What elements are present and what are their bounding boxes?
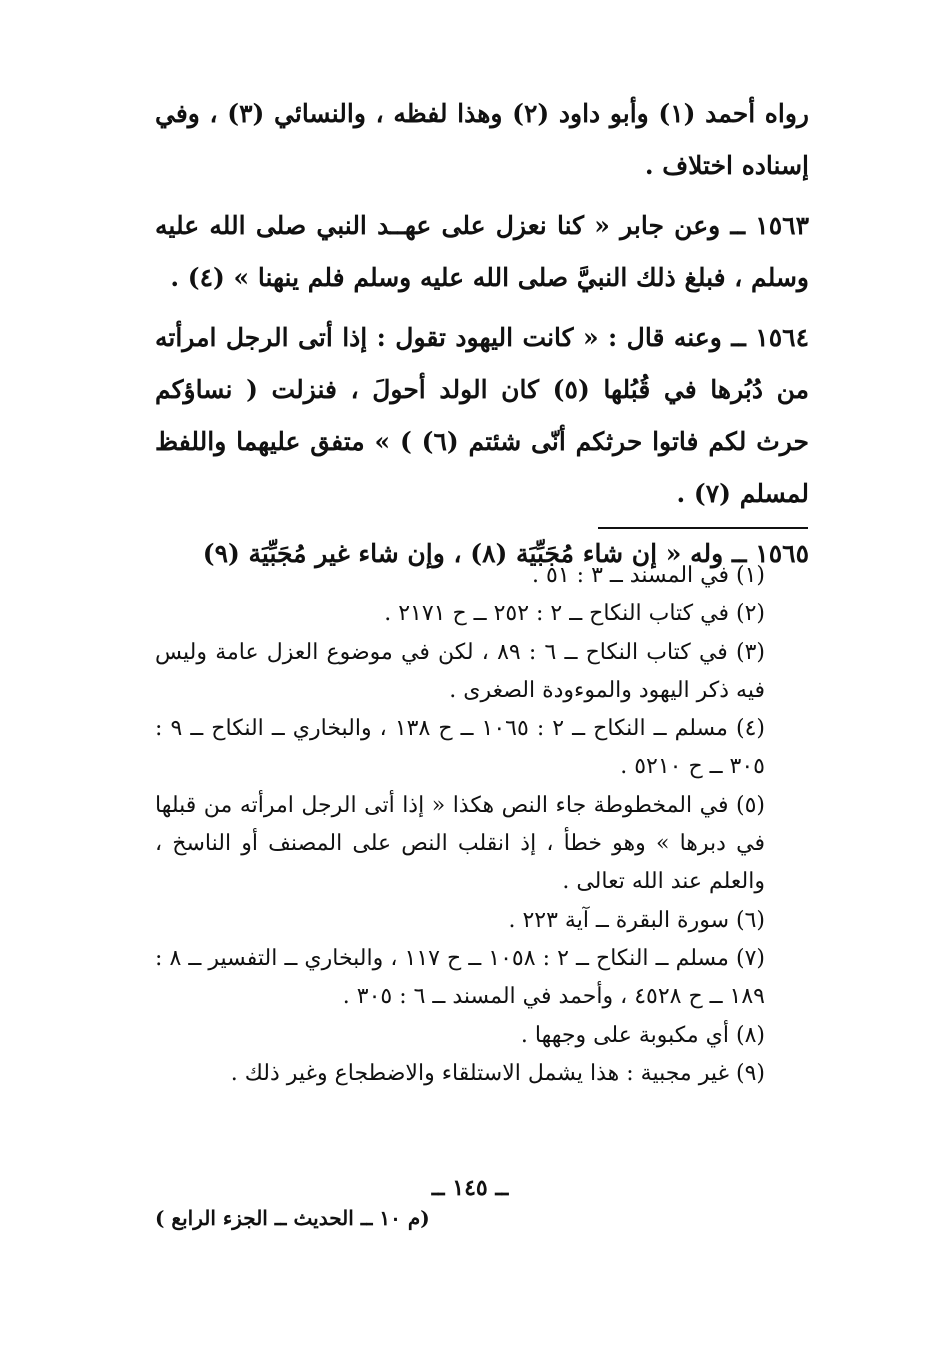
footnote-4: (٤) مسلم ــ النكاح ــ ٢ : ١٠٦٥ ــ ح ١٣٨ ، والبخاري ــ النكاح ــ ٩ : ٣٠٥ ــ ح ٥٢١٠ . bbox=[155, 716, 765, 780]
paragraph-narration: رواه أحمد (١) وأبو داود (٢) وهذا لفظه ، والنسائي (٣) ، وفي إسناده اختلاف . bbox=[155, 99, 809, 180]
footnote-7: (٧) مسلم ــ النكاح ــ ٢ : ١٠٥٨ ــ ح ١١٧ ، والبخاري ــ التفسير ــ ٨ : ١٨٩ ــ ح ٤٥٢٨ ، وأحمد في المسند ــ ٦ : ٣٠٥ . bbox=[155, 945, 765, 1010]
footnote-6: (٦) سورة البقرة ــ آية ٢٢٣ . bbox=[508, 907, 765, 933]
hadith-1565: ١٥٦٥ ــ وله « إن شاء مُجَبِّيَة (٨) ، وإن شاء غير مُجَبِّيَة (٩) bbox=[202, 539, 809, 568]
hadith-1563: ١٥٦٣ ــ وعن جابر « كنا نعزل على عهــد النبي صلى الله عليه وسلم ، فبلغ ذلك النبيَّ صلى الله عليه وسلم فلم ينهنا » (٤) . bbox=[155, 211, 809, 292]
printer-signature: (م ١٠ ــ الحديث ــ الجزء الرابع ) bbox=[155, 1206, 430, 1230]
footnote-1: (١) في المسند ــ ٣ : ٥١ . bbox=[532, 563, 765, 588]
hadith-1564: ١٥٦٤ ــ وعنه قال : « كانت اليهود تقول : إذا أتى الرجل امرأته من دُبُرها في قُبُلها (٥) كان الولد أحولَ ، فنزلت ( نساؤكم حرث لكم فاتوا حرثكم أنّى شئتم (٦) ) » متفق عليهما واللفظ لمسلم (٧) . bbox=[155, 323, 810, 508]
footnote-5: (٥) في المخطوطة جاء النص هكذا « إذا أتى الرجل امرأته من قبلها في دبرها » وهو خطأ ، إذ انقلب النص على المصنف أو الناسخ ، والعلم عند الله تعالى . bbox=[155, 792, 765, 895]
footnote-separator bbox=[598, 527, 808, 529]
footnotes bbox=[155, 557, 809, 1093]
footnote-9: (٩) غير مجبية : هذا يشمل الاستلقاء والاضطجاع وغير ذلك . bbox=[230, 1060, 765, 1086]
footnote-3: (٣) في كتاب النكاح ــ ٦ : ٨٩ ، لكن في موضوع العزل عامة وليس فيه ذكر اليهود والموءودة الصغرى . bbox=[155, 639, 765, 703]
footnote-2: (٢) في كتاب النكاح ــ ٢ : ٢٥٢ ــ ح ٢١٧١ . bbox=[384, 601, 765, 627]
page-number: ــ ١٤٥ ــ bbox=[431, 1175, 509, 1201]
footnote-8: (٨) أي مكبوبة على وجهها . bbox=[520, 1022, 765, 1048]
main-text bbox=[155, 88, 809, 588]
